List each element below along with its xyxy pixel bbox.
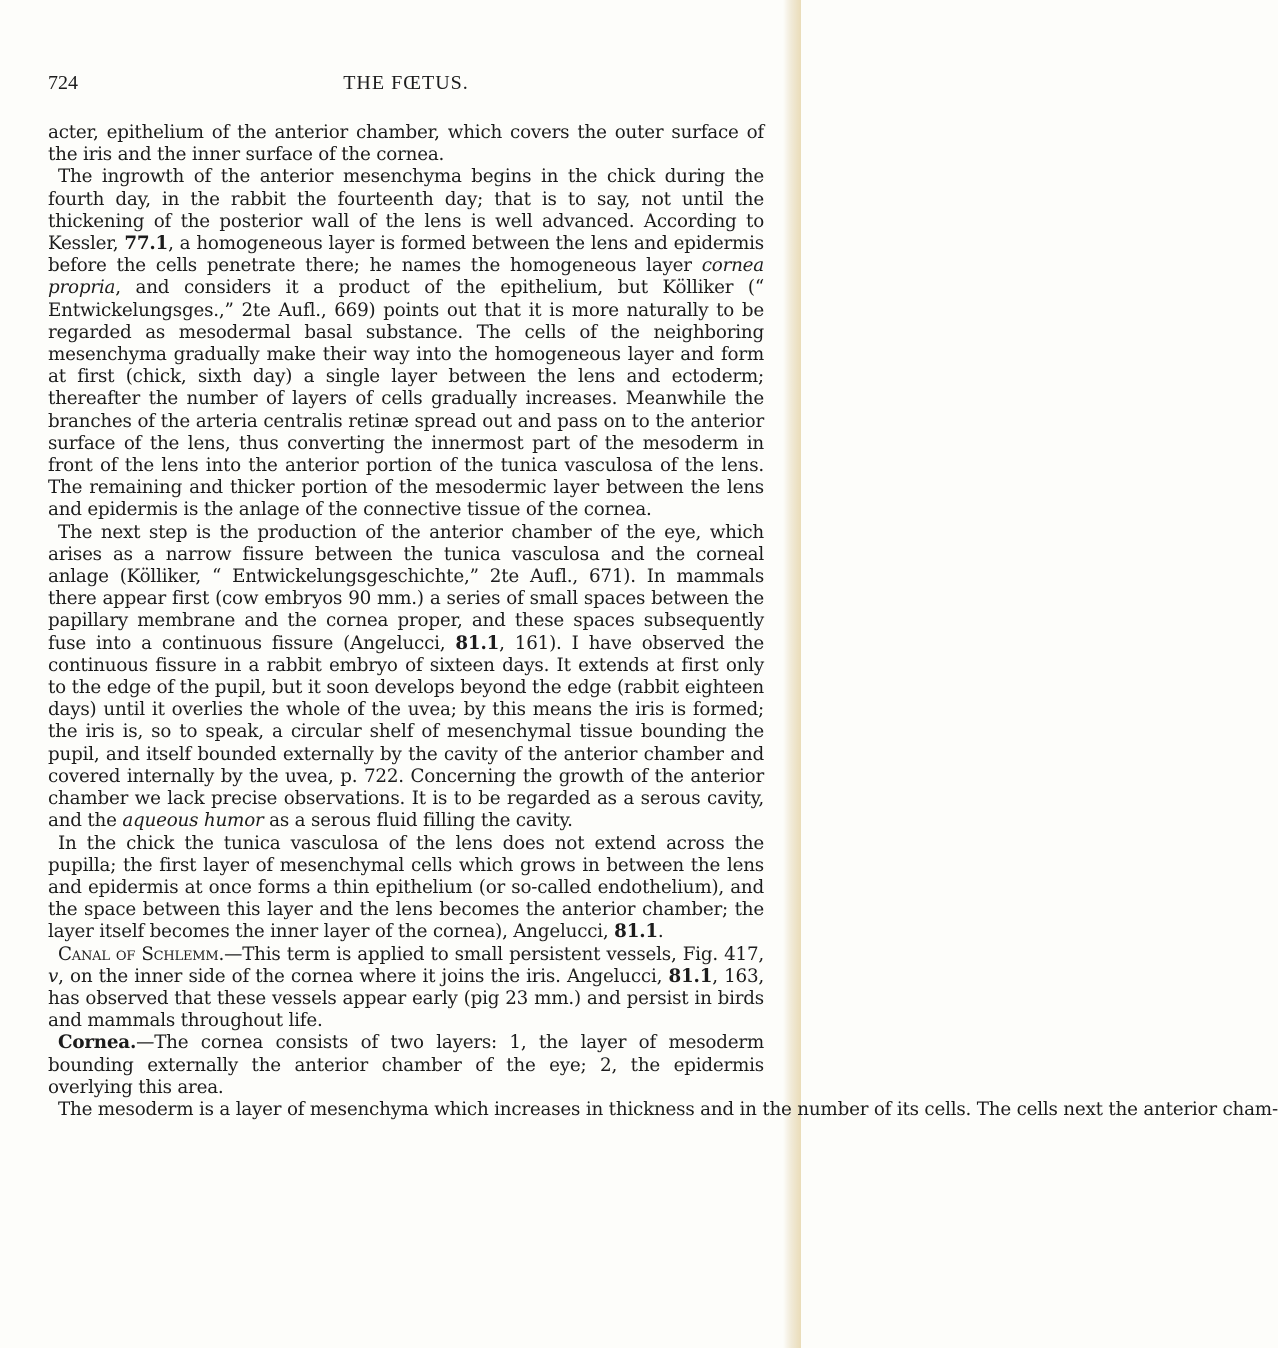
paragraph-5: Canal of Schlemm.—This term is applied to small persistent vessels, Fig. 417, v, on the inner side of the cornea where it joins the iris. Angelucci, 81.1, 163, has observed that these vessels appear early (pig 23 mm.) and persist in birds and mammals throughout life. (48, 943, 764, 1032)
term-cornea-propria: cornea propria (48, 255, 764, 299)
page-number: 724 (48, 72, 78, 94)
section-heading: Cornea. (58, 1032, 137, 1054)
paragraph-4: In the chick the tunica vasculosa of the lens does not extend across the pupilla; the first layer of mesenchymal cells which grows in between the lens and epidermis at once forms a thin epithelium (or so-called endothelium), and the space between this layer and the lens becomes the anterior chamber; the layer itself becomes the inner layer of the cornea), Angelucci, 81.1. (48, 832, 764, 943)
citation: 81.1 (668, 965, 713, 987)
citation: 77.1 (124, 233, 169, 255)
paragraph-3: The next step is the production of the anterior chamber of the eye, which arises as a narrow fissure between the tunica vasculosa and the corneal anlage (Kölliker, “ Entwickelungsgeschichte,” 2te Aufl., 671). In mammals there appear first (cow embryos 90 mm.) a series of small spaces between the papillary membrane and the cornea proper, and these spaces subsequently fuse into a continuous fissure (Angelucci, 81.1, 161). I have observed the continuous fissure in a rabbit embryo of sixteen days. It extends at first only to the edge of the pupil, but it soon develops beyond the edge (rabbit eighteen days) until it overlies the whole of the uvea; by this means the iris is formed; the iris is, so to speak, a circular shelf of mesenchymal tissue bounding the pupil, and itself bounded externally by the cavity of the anterior chamber and covered internally by the uvea, p. 722. Concerning the growth of the anterior chamber we lack precise observations. It is to be regarded as a serous cavity, and the aqueous humor as a serous fluid filling the cavity. (48, 521, 765, 832)
body-text (48, 122, 1278, 1121)
section-heading: Canal of Schlemm. (58, 943, 225, 965)
citation: 81.1 (455, 632, 500, 654)
paragraph-2: The ingrowth of the anterior mesenchyma begins in the chick during the fourth day, in the rabbit the fourteenth day; that is to say, not until the thickening of the posterior wall of the lens is well advanced. According to Kessler, 77.1, a homogeneous layer is formed between the lens and epidermis before the cells penetrate there; he names the homogeneous layer cornea propria, and considers it a product of the epithelium, but Kölliker (“ Entwickelungsges.,” 2te Aufl., 669) points out that it is more naturally to be regarded as mesodermal basal substance. The cells of the neighboring mesenchyma gradually make their way into the homogeneous layer and form at first (chick, sixth day) a single layer between the lens and ectoderm; thereafter the number of layers of cells gradually increases. Meanwhile the branches of the arteria centralis retinæ spread out and pass on to the anterior surface of the lens, thus converting the innermost part of the mesoderm in front of the lens into the anterior portion of the tunica vasculosa of the lens. The remaining and thicker portion of the mesodermic layer between the lens and epidermis is the anlage of the connective tissue of the cornea. (48, 166, 764, 521)
citation: 81.1 (614, 921, 658, 943)
running-head: THE FŒTUS. (343, 72, 469, 94)
paragraph-7: The mesoderm is a layer of mesenchyma which increases in thickness and in the number of its cells. The cells next the anterior cham- (58, 1098, 1278, 1120)
page-header (48, 72, 764, 102)
figure-label: v (48, 965, 59, 987)
paragraph-1: acter, epithelium of the anterior chamber, which covers the outer surface of the iris and the inner surface of the cornea. (48, 122, 764, 166)
paragraph-6: Cornea.—The cornea consists of two layers: 1, the layer of mesoderm bounding externally the anterior chamber of the eye; 2, the epidermis overlying this area. (48, 1032, 764, 1098)
page-edge (783, 0, 801, 1348)
term-aqueous-humor: aqueous humor (122, 810, 264, 832)
